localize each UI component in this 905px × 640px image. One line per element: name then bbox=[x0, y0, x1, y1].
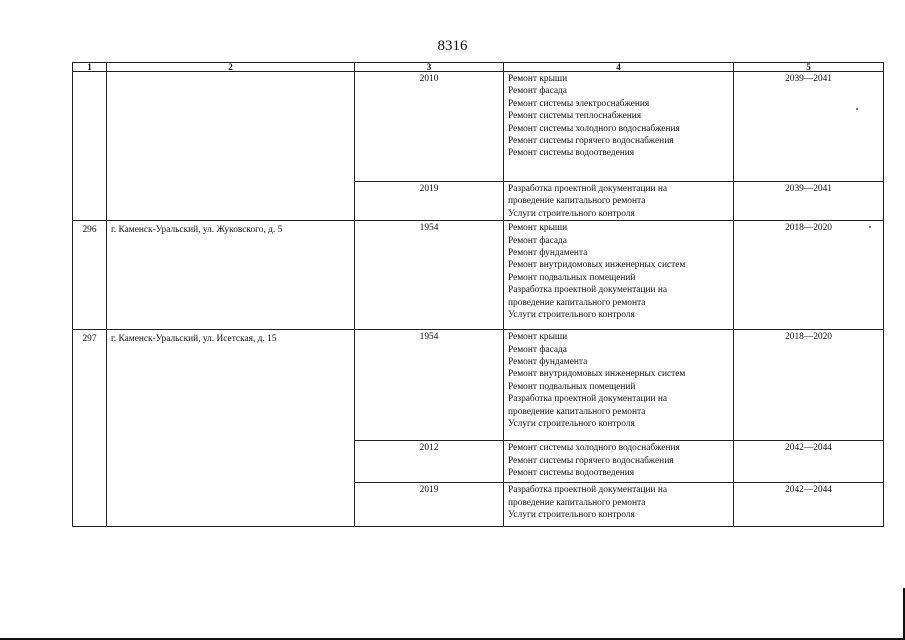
work-item: Услуги строительного контроля bbox=[508, 419, 635, 430]
works-cell bbox=[504, 221, 734, 330]
work-item: Ремонт системы теплоснабжения bbox=[508, 111, 642, 122]
address-cell bbox=[107, 72, 355, 221]
work-item: Ремонт крыши bbox=[508, 223, 568, 234]
address-cell: г. Каменск-Уральский, ул. Жуковского, д. 5 bbox=[107, 221, 355, 330]
header-col-2: 2 bbox=[107, 63, 355, 72]
works-cell bbox=[504, 182, 734, 221]
work-item: Ремонт системы горячего водоснабжения bbox=[508, 455, 674, 466]
work-item: проведение капитального ремонта bbox=[508, 297, 646, 308]
page-number: 8316 bbox=[437, 38, 468, 54]
work-item: проведение капитального ремонта bbox=[508, 406, 646, 417]
table-row bbox=[73, 72, 884, 182]
period-cell: 2018—2020 bbox=[734, 330, 884, 441]
row-number-cell: 296 bbox=[73, 221, 107, 330]
table-row bbox=[73, 330, 884, 441]
work-item: Услуги строительного контроля bbox=[508, 510, 635, 521]
header-col-1: 1 bbox=[73, 63, 107, 72]
work-item: Ремонт фасада bbox=[508, 86, 567, 97]
year-cell: 2010 bbox=[355, 72, 504, 182]
row-number-cell bbox=[73, 72, 107, 221]
year-cell: 2012 bbox=[355, 441, 504, 483]
work-item: Ремонт системы холодного водоснабжения bbox=[508, 443, 680, 454]
period-cell: 2042—2044 bbox=[734, 441, 884, 483]
capital-repair-table bbox=[72, 62, 884, 527]
year-cell: 2019 bbox=[355, 182, 504, 221]
work-item: Ремонт системы электроснабжения bbox=[508, 98, 650, 109]
work-item: проведение капитального ремонта bbox=[508, 497, 646, 508]
work-item: Ремонт подвальных помещений bbox=[508, 381, 636, 392]
work-item: Ремонт фундамента bbox=[508, 248, 588, 259]
address-cell: г. Каменск-Уральский, ул. Исетская, д. 15 bbox=[107, 330, 355, 527]
work-item: Разработка проектной документации на bbox=[508, 485, 668, 496]
period-cell: 2039—2041 bbox=[734, 182, 884, 221]
header-col-4: 4 bbox=[504, 63, 734, 72]
scan-speck bbox=[869, 226, 871, 228]
work-item: Ремонт фасада bbox=[508, 235, 567, 246]
work-item: Ремонт крыши bbox=[508, 332, 568, 343]
works-cell bbox=[504, 72, 734, 182]
work-item: Услуги строительного контроля bbox=[508, 310, 635, 321]
work-item: проведение капитального ремонта bbox=[508, 196, 646, 207]
works-cell bbox=[504, 441, 734, 483]
work-item: Услуги строительного контроля bbox=[508, 208, 635, 219]
year-cell: 1954 bbox=[355, 330, 504, 441]
work-item: Ремонт системы горячего водоснабжения bbox=[508, 136, 674, 147]
work-item: Ремонт фасада bbox=[508, 344, 567, 355]
header-col-3: 3 bbox=[355, 63, 504, 72]
header-row bbox=[73, 63, 884, 72]
period-cell: 2042—2044 bbox=[734, 483, 884, 527]
work-item: Ремонт фундамента bbox=[508, 357, 588, 368]
table-row bbox=[73, 221, 884, 330]
work-item: Ремонт внутридомовых инженерных систем bbox=[508, 260, 686, 271]
year-cell: 2019 bbox=[355, 483, 504, 527]
work-item: Разработка проектной документации на bbox=[508, 394, 668, 405]
work-item: Ремонт системы холодного водоснабжения bbox=[508, 123, 680, 134]
works-cell bbox=[504, 483, 734, 527]
work-item: Разработка проектной документации на bbox=[508, 285, 668, 296]
work-item: Ремонт системы водоотведения bbox=[508, 148, 635, 159]
work-item: Ремонт подвальных помещений bbox=[508, 272, 636, 283]
work-item: Ремонт крыши bbox=[508, 74, 568, 84]
works-cell bbox=[504, 330, 734, 441]
scan-speck bbox=[856, 108, 858, 110]
year-cell: 1954 bbox=[355, 221, 504, 330]
work-item: Разработка проектной документации на bbox=[508, 184, 668, 194]
work-item: Ремонт системы водоотведения bbox=[508, 468, 635, 479]
period-cell: 2039—2041 bbox=[734, 72, 884, 182]
row-number-cell: 297 bbox=[73, 330, 107, 527]
work-item: Ремонт внутридомовых инженерных систем bbox=[508, 369, 686, 380]
header-col-5: 5 bbox=[734, 63, 884, 72]
period-cell: 2018—2020 bbox=[734, 221, 884, 330]
